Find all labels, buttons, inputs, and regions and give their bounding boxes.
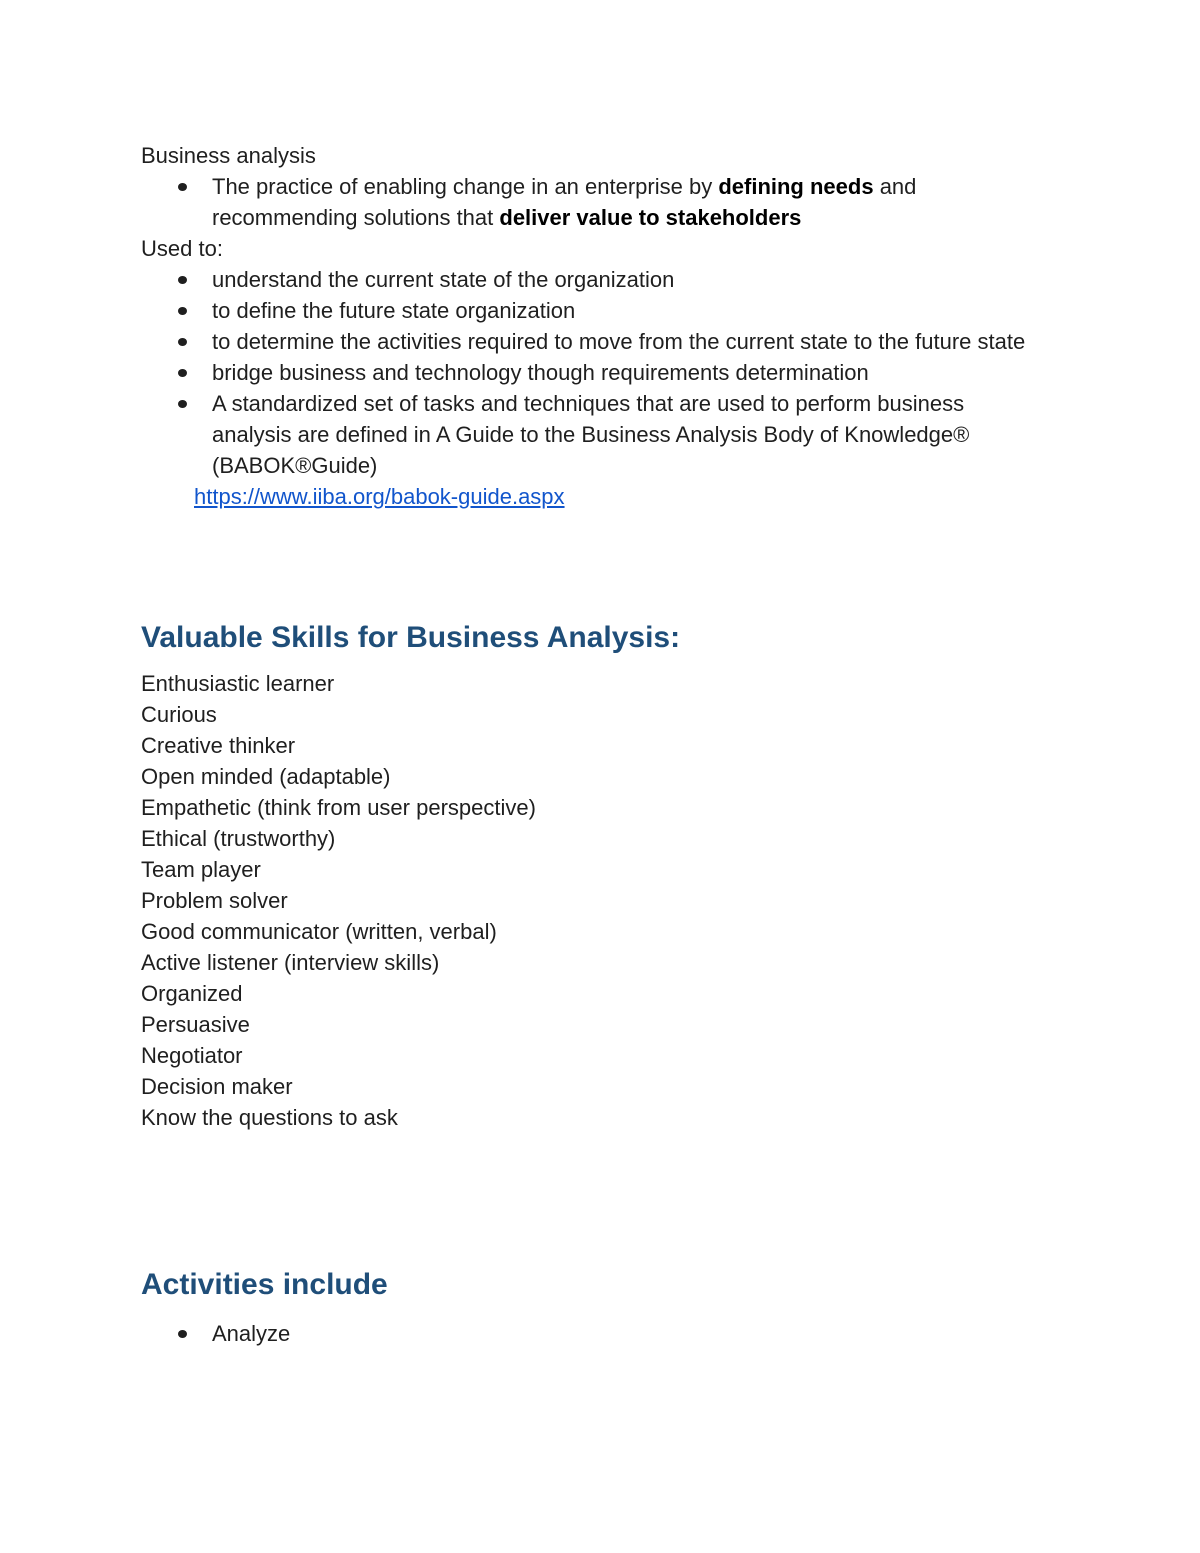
list-item: Curious <box>141 702 217 727</box>
list-item: Empathetic (think from user perspective) <box>141 795 536 820</box>
list-item: Creative thinker <box>141 733 296 758</box>
list-item: understand the current state of the organization <box>141 264 1041 295</box>
definition-text-1: The practice of enabling change in an enterprise by <box>212 174 719 199</box>
definition-bold-2: deliver value to stakeholders <box>499 205 802 230</box>
list-item: Organized <box>141 981 243 1006</box>
bullet-icon <box>178 369 187 377</box>
bullet-icon <box>178 400 187 408</box>
list-item: Negotiator <box>141 1043 243 1068</box>
list-item: Active listener (interview skills) <box>141 950 440 975</box>
definition-list <box>141 171 1041 233</box>
link-line <box>141 481 1041 512</box>
list-item: Decision maker <box>141 1074 293 1099</box>
bullet-icon <box>178 338 187 346</box>
skills-list <box>141 668 1041 1133</box>
list-item: Analyze <box>141 1318 1041 1349</box>
used-to-list <box>141 264 1041 481</box>
used-to-label: Used to: <box>141 236 223 261</box>
list-item: Ethical (trustworthy) <box>141 826 336 851</box>
definition-bold-1: defining needs <box>718 174 874 199</box>
definition-text-2: and recommending solutions that <box>212 174 917 230</box>
bullet-icon <box>178 307 187 315</box>
section-title: Business analysis <box>141 143 316 168</box>
activities-list <box>141 1318 1041 1349</box>
list-item: to determine the activities required to move from the current state to the future state <box>141 326 1032 357</box>
activities-heading: Activities include <box>141 1268 388 1301</box>
list-item: Know the questions to ask <box>141 1105 398 1130</box>
definition-item <box>141 171 972 233</box>
bullet-icon <box>178 183 187 191</box>
babok-guide-link[interactable]: https://www.iiba.org/babok-guide.aspx <box>194 484 565 509</box>
list-item: Open minded (adaptable) <box>141 764 391 789</box>
list-item: Good communicator (written, verbal) <box>141 919 497 944</box>
list-item: bridge business and technology though requirements determination <box>141 357 1041 388</box>
skills-heading: Valuable Skills for Business Analysis: <box>141 621 681 654</box>
document-page <box>141 140 1041 1349</box>
list-item: Enthusiastic learner <box>141 671 335 696</box>
list-item: Team player <box>141 857 261 882</box>
bullet-icon <box>178 276 187 284</box>
bullet-icon <box>178 1330 187 1338</box>
list-item: Problem solver <box>141 888 288 913</box>
list-item: Persuasive <box>141 1012 250 1037</box>
list-item: A standardized set of tasks and techniques that are used to perform business analysis are defined in A Guide to the Business Analysis Body of Knowledge® (BABOK®Guide) <box>141 388 1032 481</box>
list-item: to define the future state organization <box>141 295 1041 326</box>
